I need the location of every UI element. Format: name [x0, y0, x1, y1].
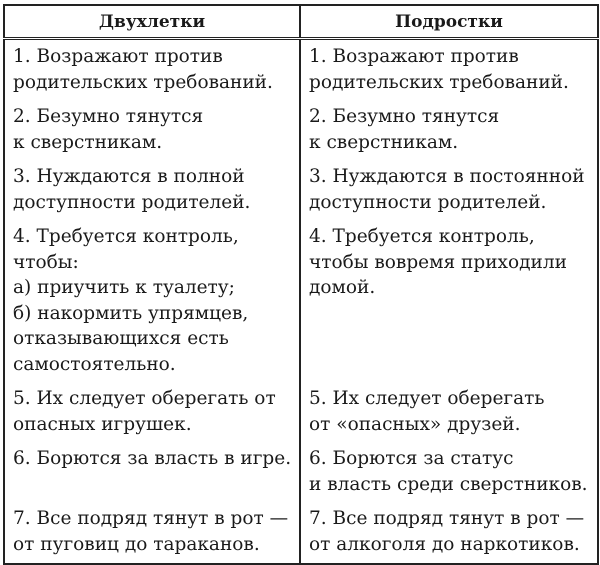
- cell-teenagers: [300, 442, 598, 502]
- cell-text-line: а) приучить к туалету;: [13, 277, 235, 298]
- cell-two-year-olds: [4, 382, 300, 442]
- comparison-table: [3, 4, 599, 565]
- cell-text-line: от алкоголя до наркотиков.: [309, 533, 580, 555]
- cell-text-line: чтобы вовремя приходили: [309, 251, 567, 273]
- cell-text-line: 6. Борются за власть в игре.: [13, 448, 292, 469]
- cell-teenagers: [300, 502, 598, 565]
- cell-text-line: 2. Безумно тянутся: [309, 106, 500, 127]
- table-row: [4, 442, 598, 502]
- cell-text-line: опасных игрушек.: [13, 413, 192, 435]
- cell-text-line: 2. Безумно тянутся: [13, 106, 204, 127]
- cell-teenagers: [300, 220, 598, 382]
- cell-text-line: к сверстникам.: [309, 131, 459, 153]
- cell-text-line: 7. Все подряд тянут в рот —: [309, 508, 585, 529]
- comparison-table-container: [3, 4, 597, 565]
- header-teenagers: Подростки: [300, 5, 598, 39]
- header-row: [4, 5, 598, 39]
- table-row: [4, 39, 598, 100]
- cell-two-year-olds: [4, 100, 300, 160]
- cell-text-line: самостоятельно.: [13, 353, 176, 375]
- table-row: [4, 220, 598, 382]
- cell-teenagers: [300, 382, 598, 442]
- cell-text-line: к сверстникам.: [13, 131, 163, 153]
- cell-text-line: 3. Нуждаются в постоянной: [309, 166, 585, 187]
- header-two-year-olds: Двухлетки: [4, 5, 300, 39]
- cell-text-line: 7. Все подряд тянут в рот —: [13, 508, 289, 529]
- cell-text-line: домой.: [309, 277, 376, 298]
- table-row: [4, 100, 598, 160]
- cell-teenagers: [300, 100, 598, 160]
- cell-text-line: 4. Требуется контроль,: [309, 226, 535, 247]
- cell-teenagers: [300, 160, 598, 220]
- cell-text-line: от «опасных» друзей.: [309, 413, 521, 435]
- cell-text-line: доступности родителей.: [13, 191, 251, 213]
- cell-text-line: доступности родителей.: [309, 191, 547, 213]
- cell-two-year-olds: [4, 502, 300, 565]
- cell-two-year-olds: [4, 160, 300, 220]
- cell-text-line: отказывающихся есть: [13, 328, 229, 349]
- cell-text-line: от пуговиц до тараканов.: [13, 533, 260, 555]
- cell-two-year-olds: [4, 220, 300, 382]
- cell-text-line: 1. Возражают против: [309, 46, 519, 67]
- table-row: [4, 160, 598, 220]
- cell-teenagers: [300, 39, 598, 100]
- cell-text-line: и власть среди сверстников.: [309, 473, 588, 495]
- table-row: [4, 502, 598, 565]
- cell-text-line: 6. Борются за статус: [309, 448, 514, 469]
- cell-text-line: родительских требований.: [13, 71, 273, 93]
- cell-text-line: 5. Их следует оберегать от: [13, 388, 276, 409]
- cell-text-line: б) накормить упрямцев,: [13, 302, 249, 324]
- table-body: [4, 39, 598, 565]
- cell-text-line: 5. Их следует оберегать: [309, 388, 545, 409]
- cell-two-year-olds: [4, 39, 300, 100]
- cell-two-year-olds: [4, 442, 300, 502]
- table-row: [4, 382, 598, 442]
- cell-text-line: 1. Возражают против: [13, 46, 223, 67]
- cell-text-line: 3. Нуждаются в полной: [13, 166, 245, 187]
- cell-text-line: чтобы:: [13, 251, 79, 273]
- cell-text-line: родительских требований.: [309, 71, 569, 93]
- cell-text-line: 4. Требуется контроль,: [13, 226, 239, 247]
